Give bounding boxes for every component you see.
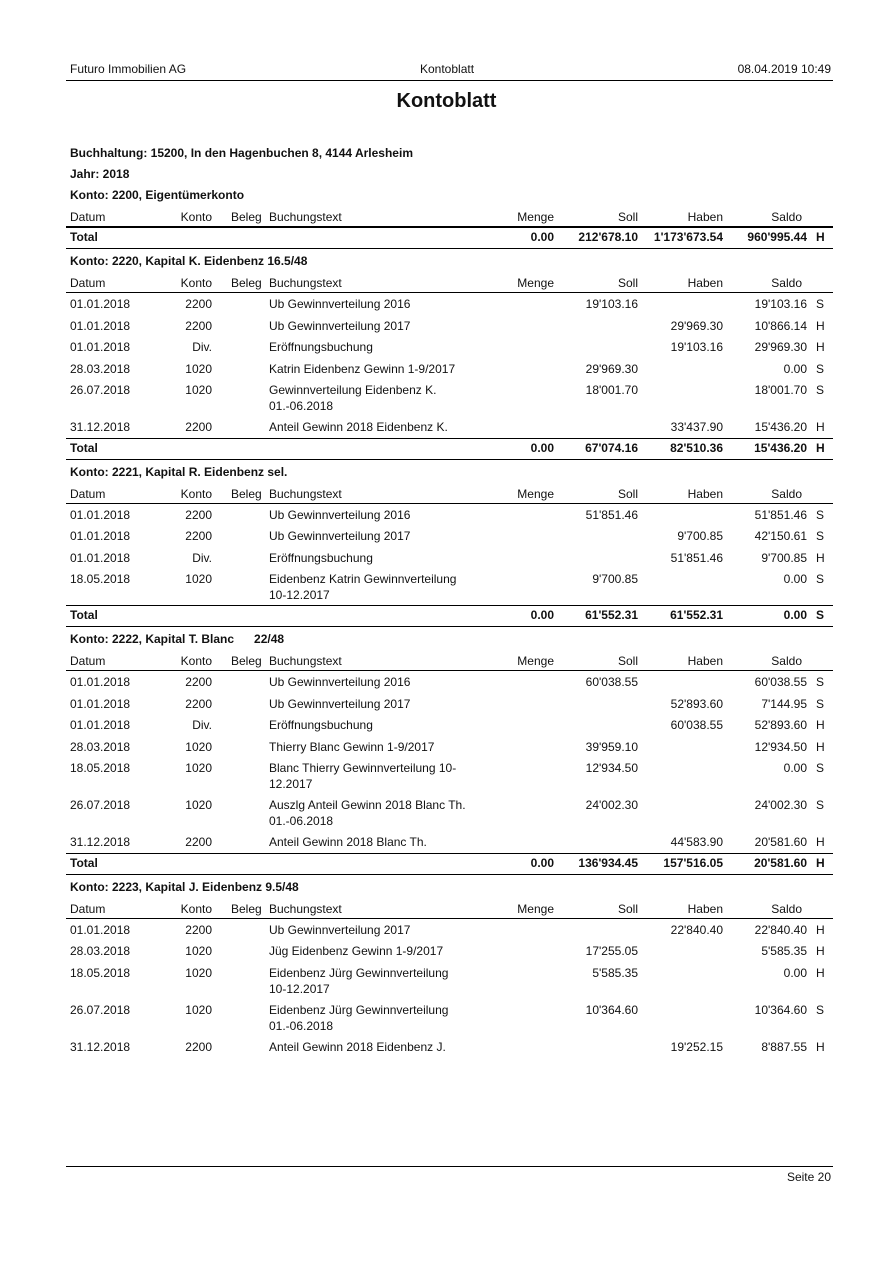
row-text: Eröffnungsbuchung <box>269 340 373 354</box>
row-saldo: 20'581.60 <box>754 835 807 849</box>
row-konto: 1020 <box>185 383 212 397</box>
total-soll: 212'678.10 <box>578 230 638 244</box>
row-saldo: 8'887.55 <box>761 1039 807 1054</box>
row-saldo: 42'150.61 <box>754 529 807 543</box>
total-sh: H <box>816 855 825 870</box>
col-text: Buchungstext <box>269 901 342 916</box>
header-title: Kontoblatt <box>420 62 475 76</box>
col-text: Buchungstext <box>269 486 342 501</box>
table-row <box>66 528 833 548</box>
table-row <box>66 696 833 716</box>
col-beleg: Beleg <box>231 276 262 290</box>
row-datum: 31.12.2018 <box>70 1039 131 1054</box>
col-soll: Soll <box>617 210 638 224</box>
row-text: Eidenbenz Jürg Gewinnverteilung 01.-06.2018 <box>269 1002 449 1033</box>
row-text: Ub Gewinnverteilung 2016 <box>269 507 411 522</box>
table-row <box>66 1039 833 1059</box>
row-haben: 60'038.55 <box>670 718 723 732</box>
row-saldo: 0.00 <box>783 361 807 376</box>
row-sh: H <box>816 340 825 354</box>
row-sh: H <box>816 944 825 958</box>
company-name: Futuro Immobilien AG <box>70 62 187 76</box>
row-saldo: 24'002.30 <box>754 798 807 812</box>
row-saldo: 0.00 <box>783 572 807 586</box>
header-rule <box>66 80 833 81</box>
total-row <box>66 441 833 461</box>
row-sh: H <box>816 922 825 937</box>
row-text: Ub Gewinnverteilung 2017 <box>269 318 411 333</box>
row-datum: 01.01.2018 <box>70 340 131 354</box>
row-text: Ub Gewinnverteilung 2016 <box>269 297 411 311</box>
row-datum: 01.01.2018 <box>70 718 131 732</box>
row-text: Ub Gewinnverteilung 2017 <box>269 529 411 543</box>
col-saldo: Saldo <box>771 210 802 224</box>
row-datum: 01.01.2018 <box>70 318 131 333</box>
row-datum: 18.05.2018 <box>70 761 131 775</box>
total-menge: 0.00 <box>530 230 554 244</box>
col-haben: Haben <box>687 901 723 916</box>
col-konto: Konto <box>180 654 212 668</box>
row-konto: 2200 <box>185 696 212 711</box>
header-underline <box>66 670 833 671</box>
total-haben: 61'552.31 <box>670 608 723 622</box>
row-sh: H <box>816 550 825 565</box>
row-konto: 2200 <box>185 1039 212 1054</box>
row-saldo: 19'103.16 <box>754 297 807 311</box>
table-row <box>66 318 833 338</box>
row-soll: 19'103.16 <box>585 297 638 311</box>
row-konto: 1020 <box>185 361 212 376</box>
total-rule <box>66 438 833 439</box>
row-sh: S <box>816 572 825 586</box>
row-haben: 52'893.60 <box>670 696 723 711</box>
row-soll: 12'934.50 <box>585 761 638 775</box>
row-sh: S <box>816 529 825 543</box>
col-konto: Konto <box>180 210 212 224</box>
row-saldo: 0.00 <box>783 965 807 980</box>
table-row <box>66 760 833 791</box>
row-datum: 18.05.2018 <box>70 965 131 980</box>
total-rule <box>66 605 833 606</box>
row-konto: Div. <box>192 718 212 732</box>
col-datum: Datum <box>70 654 106 668</box>
header-underline <box>66 503 833 504</box>
row-text: Ub Gewinnverteilung 2017 <box>269 696 411 711</box>
row-datum: 01.01.2018 <box>70 529 131 543</box>
row-text: Thierry Blanc Gewinn 1-9/2017 <box>269 739 435 754</box>
col-text: Buchungstext <box>269 210 342 224</box>
col-haben: Haben <box>687 486 723 501</box>
total-saldo: 15'436.20 <box>754 440 807 455</box>
row-konto: 2200 <box>185 675 212 689</box>
total-row <box>66 608 833 628</box>
table-row <box>66 339 833 359</box>
row-saldo: 15'436.20 <box>754 420 807 434</box>
table-row <box>66 739 833 759</box>
col-haben: Haben <box>687 210 723 224</box>
col-menge: Menge <box>517 901 554 916</box>
row-sh: S <box>816 675 825 689</box>
row-saldo: 9'700.85 <box>761 550 807 565</box>
row-konto: 2200 <box>185 922 212 937</box>
total-menge: 0.00 <box>530 440 554 455</box>
row-datum: 01.01.2018 <box>70 297 131 311</box>
row-sh: H <box>816 835 825 849</box>
row-text: Katrin Eidenbenz Gewinn 1-9/2017 <box>269 361 456 376</box>
row-soll: 24'002.30 <box>585 798 638 812</box>
table-row <box>66 571 833 602</box>
row-konto: 1020 <box>185 965 212 980</box>
row-saldo: 10'364.60 <box>754 1002 807 1017</box>
col-menge: Menge <box>517 210 554 224</box>
header-underline <box>66 292 833 293</box>
row-soll: 17'255.05 <box>585 944 638 958</box>
row-text: Eröffnungsbuchung <box>269 550 373 565</box>
col-menge: Menge <box>517 486 554 501</box>
col-text: Buchungstext <box>269 276 342 290</box>
row-haben: 19'103.16 <box>670 340 723 354</box>
row-text: Eröffnungsbuchung <box>269 718 373 732</box>
total-label: Total <box>70 440 98 455</box>
row-soll: 29'969.30 <box>585 361 638 376</box>
col-saldo: Saldo <box>771 276 802 290</box>
row-sh: S <box>816 761 825 775</box>
row-saldo: 5'585.35 <box>761 944 807 958</box>
table-row <box>66 1002 833 1033</box>
col-soll: Soll <box>617 901 638 916</box>
col-datum: Datum <box>70 901 106 916</box>
col-datum: Datum <box>70 486 106 501</box>
total-soll: 61'552.31 <box>585 608 638 622</box>
row-datum: 01.01.2018 <box>70 507 131 522</box>
section-rule <box>66 459 833 460</box>
col-datum: Datum <box>70 210 106 224</box>
row-haben: 9'700.85 <box>677 529 723 543</box>
total-haben: 1'173'673.54 <box>653 230 723 244</box>
row-datum: 26.07.2018 <box>70 798 131 812</box>
account-title: Konto: 2223, Kapital J. Eidenbenz 9.5/48 <box>70 879 299 894</box>
row-text: Ub Gewinnverteilung 2017 <box>269 922 411 937</box>
total-saldo: 20'581.60 <box>754 855 807 870</box>
row-haben: 44'583.90 <box>670 835 723 849</box>
row-text: Jüg Eidenbenz Gewinn 1-9/2017 <box>269 944 444 958</box>
account-title: Konto: 2221, Kapital R. Eidenbenz sel. <box>70 464 288 479</box>
total-haben: 157'516.05 <box>663 855 723 870</box>
total-soll: 136'934.45 <box>578 855 638 870</box>
total-saldo: 0.00 <box>783 608 807 622</box>
row-konto: 1020 <box>185 572 212 586</box>
col-soll: Soll <box>617 654 638 668</box>
row-sh: H <box>816 420 825 434</box>
header-datetime: 08.04.2019 10:49 <box>737 62 831 76</box>
total-rule <box>66 227 833 228</box>
row-saldo: 29'969.30 <box>754 340 807 354</box>
row-saldo: 10'866.14 <box>754 318 807 333</box>
row-konto: 2200 <box>185 507 212 522</box>
row-konto: 1020 <box>185 944 212 958</box>
row-soll: 60'038.55 <box>585 675 638 689</box>
col-saldo: Saldo <box>771 901 802 916</box>
table-row <box>66 674 833 694</box>
col-saldo: Saldo <box>771 654 802 668</box>
col-konto: Konto <box>180 901 212 916</box>
row-sh: S <box>816 798 825 812</box>
row-konto: 1020 <box>185 1002 212 1017</box>
year-info: Jahr: 2018 <box>70 167 130 181</box>
col-datum: Datum <box>70 276 106 290</box>
col-konto: Konto <box>180 486 212 501</box>
row-text: Eidenbenz Katrin Gewinnverteilung 10-12.2017 <box>269 572 457 602</box>
table-row <box>66 797 833 828</box>
header-underline <box>66 918 833 919</box>
col-haben: Haben <box>687 276 723 290</box>
col-menge: Menge <box>517 276 554 290</box>
row-datum: 28.03.2018 <box>70 944 131 958</box>
footer-rule <box>66 1166 833 1167</box>
buchhaltung-info: Buchhaltung: 15200, In den Hagenbuchen 8, 4144 Arlesheim <box>70 146 413 160</box>
row-datum: 31.12.2018 <box>70 835 131 849</box>
row-sh: H <box>816 965 825 980</box>
total-menge: 0.00 <box>530 608 554 622</box>
total-row <box>66 230 833 250</box>
row-sh: H <box>816 739 825 754</box>
row-haben: 22'840.40 <box>670 922 723 937</box>
total-sh: H <box>816 230 825 244</box>
col-saldo: Saldo <box>771 486 802 501</box>
table-row <box>66 834 833 854</box>
page-number: Seite 20 <box>786 1170 831 1184</box>
row-saldo: 18'001.70 <box>754 383 807 397</box>
table-row <box>66 507 833 527</box>
row-soll: 39'959.10 <box>585 739 638 754</box>
col-haben: Haben <box>687 654 723 668</box>
col-soll: Soll <box>617 276 638 290</box>
total-soll: 67'074.16 <box>585 440 638 455</box>
table-row <box>66 361 833 381</box>
row-saldo: 12'934.50 <box>754 739 807 754</box>
row-text: Blanc Thierry Gewinnverteilung 10-12.2017 <box>269 761 457 791</box>
row-sh: H <box>816 318 825 333</box>
row-saldo: 0.00 <box>783 761 807 775</box>
col-menge: Menge <box>517 654 554 668</box>
col-beleg: Beleg <box>231 901 262 916</box>
total-sh: H <box>816 440 825 455</box>
total-row <box>66 856 833 876</box>
row-sh: H <box>816 1039 825 1054</box>
section-rule <box>66 248 833 249</box>
row-saldo: 52'893.60 <box>754 718 807 732</box>
row-haben: 51'851.46 <box>670 550 723 565</box>
col-beleg: Beleg <box>231 210 262 224</box>
table-row <box>66 717 833 737</box>
section-rule <box>66 874 833 875</box>
row-konto: 2200 <box>185 420 212 434</box>
row-text: Anteil Gewinn 2018 Blanc Th. <box>269 835 427 849</box>
row-saldo: 60'038.55 <box>754 675 807 689</box>
row-sh: S <box>816 507 825 522</box>
row-saldo: 22'840.40 <box>754 922 807 937</box>
table-row <box>66 943 833 963</box>
row-datum: 26.07.2018 <box>70 383 131 397</box>
total-haben: 82'510.36 <box>670 440 723 455</box>
row-soll: 18'001.70 <box>585 383 638 397</box>
total-label: Total <box>70 230 98 244</box>
table-row <box>66 382 833 413</box>
table-row <box>66 922 833 942</box>
row-soll: 10'364.60 <box>585 1002 638 1017</box>
row-datum: 01.01.2018 <box>70 696 131 711</box>
row-datum: 01.01.2018 <box>70 550 131 565</box>
total-menge: 0.00 <box>530 855 554 870</box>
col-konto: Konto <box>180 276 212 290</box>
account-title: Konto: 2220, Kapital K. Eidenbenz 16.5/48 <box>70 254 308 268</box>
row-sh: S <box>816 297 825 311</box>
row-datum: 26.07.2018 <box>70 1002 131 1017</box>
row-konto: 2200 <box>185 318 212 333</box>
table-row <box>66 296 833 316</box>
row-sh: S <box>816 1002 825 1017</box>
account-title: Konto: 2200, Eigentümerkonto <box>70 188 245 202</box>
row-soll: 5'585.35 <box>592 965 638 980</box>
row-datum: 01.01.2018 <box>70 922 131 937</box>
total-label: Total <box>70 855 98 870</box>
col-beleg: Beleg <box>231 486 262 501</box>
total-sh: S <box>816 608 825 622</box>
row-saldo: 7'144.95 <box>761 696 807 711</box>
col-soll: Soll <box>617 486 638 501</box>
row-text: Ub Gewinnverteilung 2016 <box>269 675 411 689</box>
total-label: Total <box>70 608 98 622</box>
row-haben: 29'969.30 <box>670 318 723 333</box>
row-konto: Div. <box>192 340 212 354</box>
col-text: Buchungstext <box>269 654 342 668</box>
row-datum: 31.12.2018 <box>70 420 131 434</box>
row-datum: 28.03.2018 <box>70 739 131 754</box>
account-title: Konto: 2222, Kapital T. Blanc 22/48 <box>70 632 285 646</box>
table-row <box>66 965 833 996</box>
row-sh: S <box>816 361 825 376</box>
row-datum: 28.03.2018 <box>70 361 131 376</box>
col-beleg: Beleg <box>231 654 262 668</box>
row-text: Gewinnverteilung Eidenbenz K. 01.-06.2018 <box>269 383 437 413</box>
total-saldo: 960'995.44 <box>747 230 807 244</box>
row-saldo: 51'851.46 <box>754 507 807 522</box>
row-sh: H <box>816 718 825 732</box>
row-konto: 1020 <box>185 739 212 754</box>
row-haben: 19'252.15 <box>670 1039 723 1054</box>
row-datum: 01.01.2018 <box>70 675 131 689</box>
table-row <box>66 550 833 570</box>
row-konto: 2200 <box>185 297 212 311</box>
row-text: Anteil Gewinn 2018 Eidenbenz J. <box>269 1039 446 1054</box>
row-konto: 1020 <box>185 761 212 775</box>
row-soll: 51'851.46 <box>585 507 638 522</box>
row-datum: 18.05.2018 <box>70 572 131 586</box>
row-konto: 2200 <box>185 835 212 849</box>
row-text: Eidenbenz Jürg Gewinnverteilung 10-12.2017 <box>269 965 449 996</box>
row-text: Auszlg Anteil Gewinn 2018 Blanc Th. 01.-06.2018 <box>269 798 466 828</box>
row-sh: S <box>816 383 825 397</box>
row-soll: 9'700.85 <box>592 572 638 586</box>
section-rule <box>66 626 833 627</box>
row-konto: 1020 <box>185 798 212 812</box>
table-row <box>66 419 833 439</box>
row-konto: 2200 <box>185 529 212 543</box>
row-haben: 33'437.90 <box>670 420 723 434</box>
row-text: Anteil Gewinn 2018 Eidenbenz K. <box>269 420 448 434</box>
total-rule <box>66 853 833 854</box>
row-sh: S <box>816 696 825 711</box>
row-konto: Div. <box>192 550 212 565</box>
page-title: Kontoblatt <box>396 90 497 112</box>
